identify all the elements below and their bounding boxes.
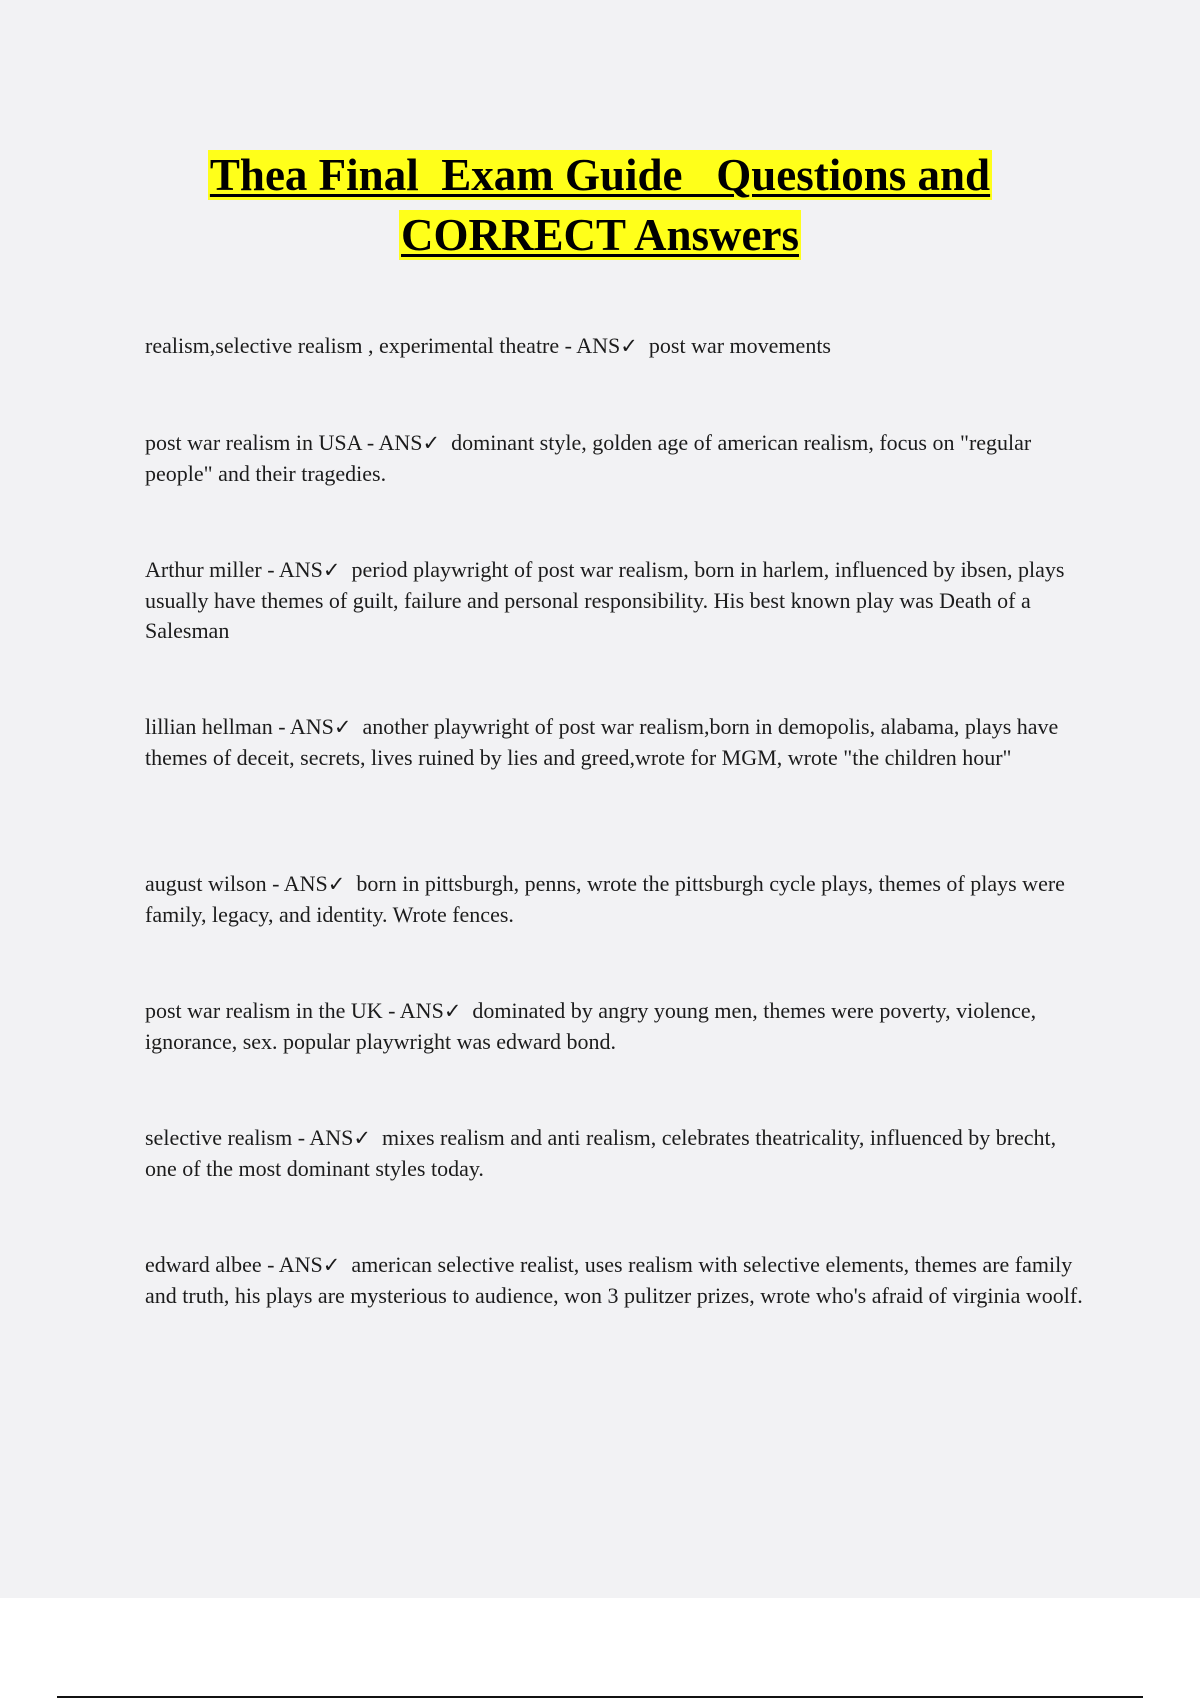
- qa-answer: born in pittsburgh, penns, wrote the pittsburgh cycle plays, themes of plays were family, legacy, and identity. Wrote fences.: [145, 871, 1065, 927]
- qa-term: realism,selective realism , experimental theatre: [145, 333, 560, 358]
- qa-answer: another playwright of post war realism,born in demopolis, alabama, plays have themes of deceit, secrets, lives ruined by lies and greed,wrote for MGM, wrote "the children hour": [145, 714, 1059, 770]
- ans-label: ANS: [278, 1252, 323, 1277]
- ans-label: ANS: [289, 714, 334, 739]
- check-icon: ✓: [443, 999, 462, 1023]
- ans-label: ANS: [399, 998, 444, 1023]
- qa-answer: period playwright of post war realism, born in harlem, influenced by ibsen, plays usually have themes of guilt, failure and personal responsibility. His best known play was Death of a Salesman: [145, 557, 1065, 643]
- qa-term: lillian hellman: [145, 714, 273, 739]
- page-title: [100, 145, 1100, 265]
- qa-entry: post war realism in USA - ANS✓ dominant style, golden age of american realism, focus on "regular people" and their tragedies.: [145, 430, 1032, 486]
- check-icon: ✓: [353, 1126, 371, 1150]
- qa-answer: post war movements: [648, 333, 831, 358]
- ans-label: ANS: [283, 871, 328, 896]
- qa-term: post war realism in USA: [145, 430, 362, 455]
- qa-entry: august wilson - ANS✓ born in pittsburgh, penns, wrote the pittsburgh cycle plays, themes of plays were family, legacy, and identity. Wrote fences.: [145, 871, 1065, 927]
- qa-answer: dominated by angry young men, themes were poverty, violence, ignorance, sex. popular playwright was edward bond.: [145, 998, 1037, 1054]
- footer-divider: [57, 1696, 1143, 1698]
- title-text-2: CORRECT Answers: [401, 210, 799, 260]
- check-icon: ✓: [322, 558, 341, 582]
- qa-entry: Arthur miller - ANS✓ period playwright of post war realism, born in harlem, influenced by ibsen, plays usually have themes of guilt, failure and personal responsibility. His best known play was Death of a Salesman: [145, 557, 1065, 643]
- qa-term: post war realism in the UK: [145, 998, 383, 1023]
- check-icon: ✓: [422, 431, 441, 455]
- qa-entry: edward albee - ANS✓ american selective realist, uses realism with selective elements, themes are family and truth, his plays are mysterious to audience, won 3 pulitzer prizes, wrote who's afraid of virginia woolf.: [145, 1252, 1083, 1308]
- check-icon: ✓: [620, 334, 638, 358]
- qa-entry: realism,selective realism , experimental theatre - ANS✓ post war movements: [145, 333, 831, 358]
- qa-term: august wilson: [145, 871, 267, 896]
- ans-label: ANS: [378, 430, 423, 455]
- qa-entry: lillian hellman - ANS✓ another playwright of post war realism,born in demopolis, alabama, plays have themes of deceit, secrets, lives ruined by lies and greed,wrote for MGM, wrote "the children hour": [145, 714, 1059, 770]
- check-icon: ✓: [322, 1253, 341, 1277]
- qa-answer: mixes realism and anti realism, celebrates theatricality, influenced by brecht, one of the most dominant styles today.: [145, 1125, 1057, 1181]
- qa-term: edward albee: [145, 1252, 262, 1277]
- qa-term: selective realism: [145, 1125, 293, 1150]
- ans-label: ANS: [309, 1125, 354, 1150]
- check-icon: ✓: [327, 872, 346, 896]
- check-icon: ✓: [333, 715, 352, 739]
- title-line-1: [100, 145, 1100, 205]
- title-line-2: [100, 205, 1100, 265]
- qa-answer: dominant style, golden age of american realism, focus on "regular people" and their tragedies.: [145, 430, 1032, 486]
- qa-entry: selective realism - ANS✓ mixes realism and anti realism, celebrates theatricality, influenced by brecht, one of the most dominant styles today.: [145, 1125, 1057, 1181]
- qa-entry: post war realism in the UK - ANS✓ dominated by angry young men, themes were poverty, violence, ignorance, sex. popular playwright was edward bond.: [145, 998, 1037, 1054]
- title-text-1: Thea Final Exam Guide Questions and: [209, 150, 991, 200]
- qa-term: Arthur miller: [145, 557, 262, 582]
- ans-label: ANS: [576, 333, 621, 358]
- ans-label: ANS: [278, 557, 323, 582]
- qa-answer: american selective realist, uses realism with selective elements, themes are family and truth, his plays are mysterious to audience, won 3 pulitzer prizes, wrote who's afraid of virginia woolf.: [145, 1252, 1083, 1308]
